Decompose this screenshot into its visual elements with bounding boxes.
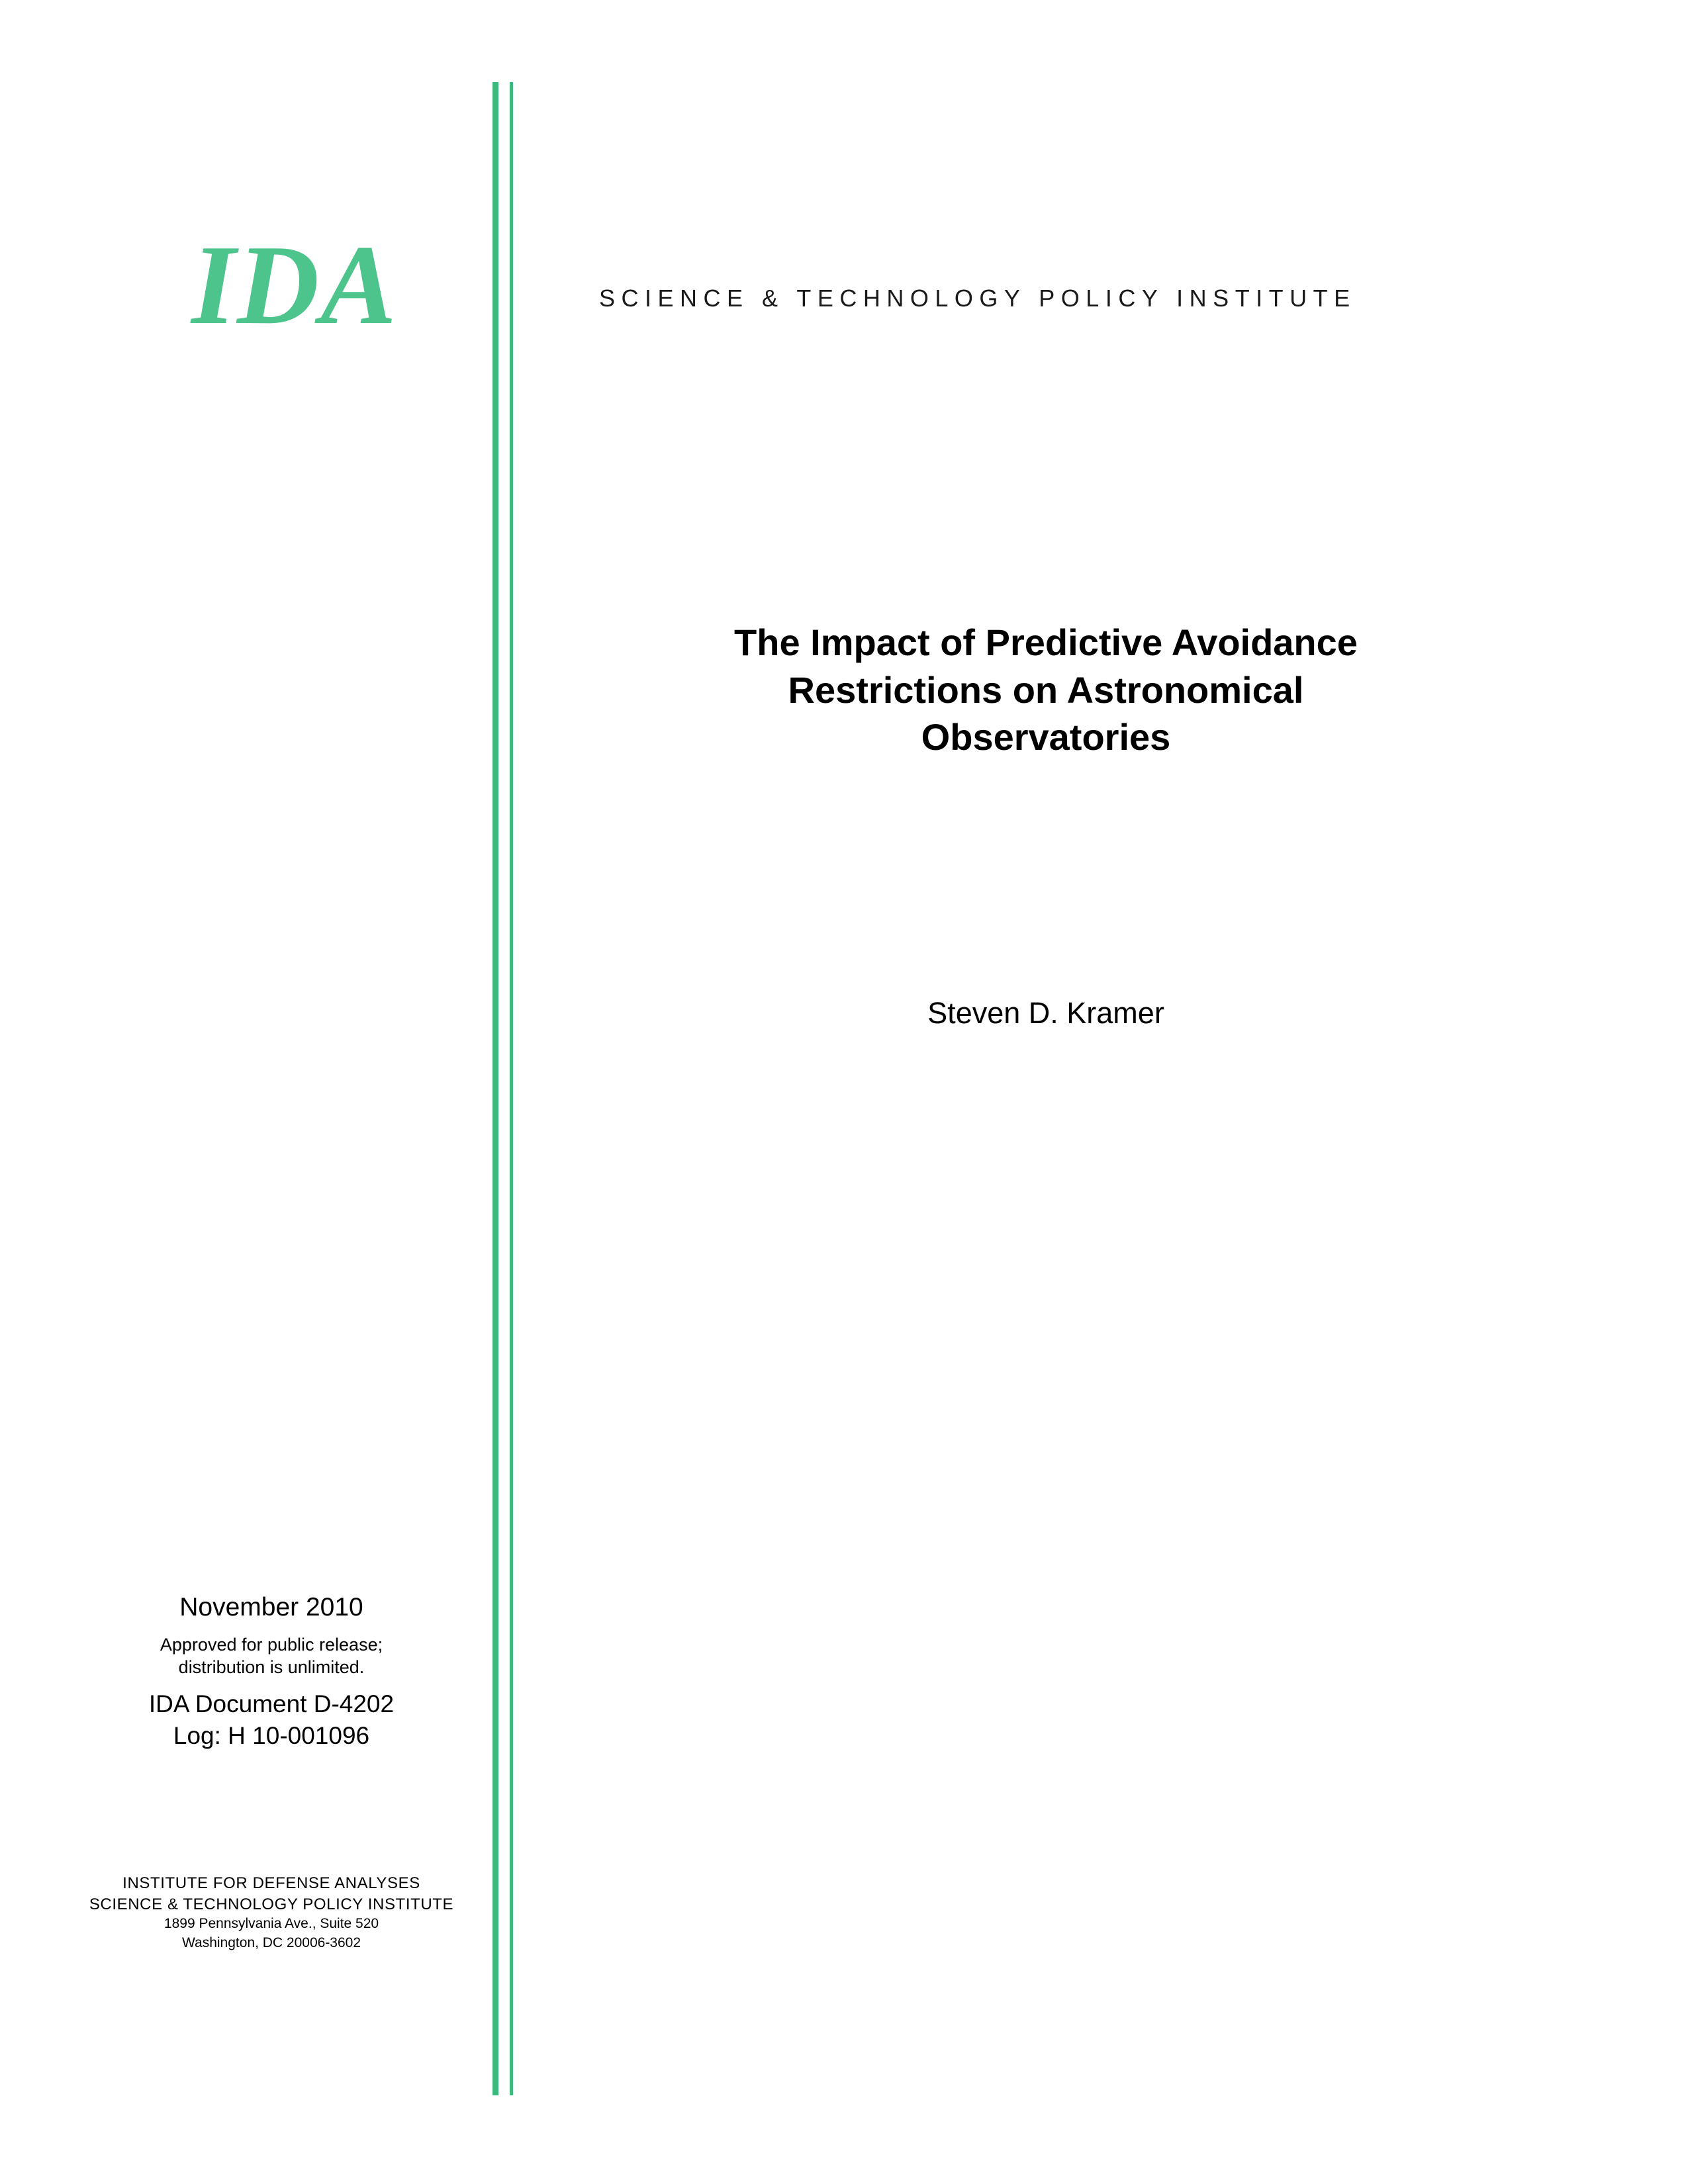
release-statement-line-2: distribution is unlimited.: [178, 1657, 365, 1678]
institute-banner: SCIENCE & TECHNOLOGY POLICY INSTITUTE: [599, 285, 1356, 312]
ida-logo: IDA: [191, 222, 398, 348]
author-name: Steven D. Kramer: [927, 996, 1164, 1030]
publication-meta-block: [86, 1592, 457, 1752]
page-title: [583, 619, 1509, 761]
address-line-4: Washington, DC 20006-3602: [181, 1935, 361, 1951]
vertical-accent-rule-secondary: [510, 82, 513, 2095]
document-number: IDA Document D-4202: [148, 1690, 395, 1717]
address-line-2: SCIENCE & TECHNOLOGY POLICY INSTITUTE: [89, 1895, 454, 1913]
publication-date: November 2010: [179, 1593, 363, 1621]
release-statement-line-1: Approved for public release;: [160, 1634, 383, 1655]
vertical-accent-rule-primary: [492, 82, 498, 2095]
address-line-1: INSTITUTE FOR DEFENSE ANALYSES: [122, 1874, 420, 1892]
page-title-line-1: The Impact of Predictive Avoidance: [734, 621, 1358, 663]
page-title-line-2: Restrictions on Astronomical: [788, 668, 1304, 711]
publisher-address-block: [86, 1873, 457, 1953]
page-title-line-3: Observatories: [921, 716, 1171, 758]
log-number: Log: H 10-001096: [173, 1721, 370, 1749]
release-statement: [86, 1633, 457, 1679]
address-line-3: 1899 Pennsylvania Ave., Suite 520: [164, 1916, 379, 1932]
